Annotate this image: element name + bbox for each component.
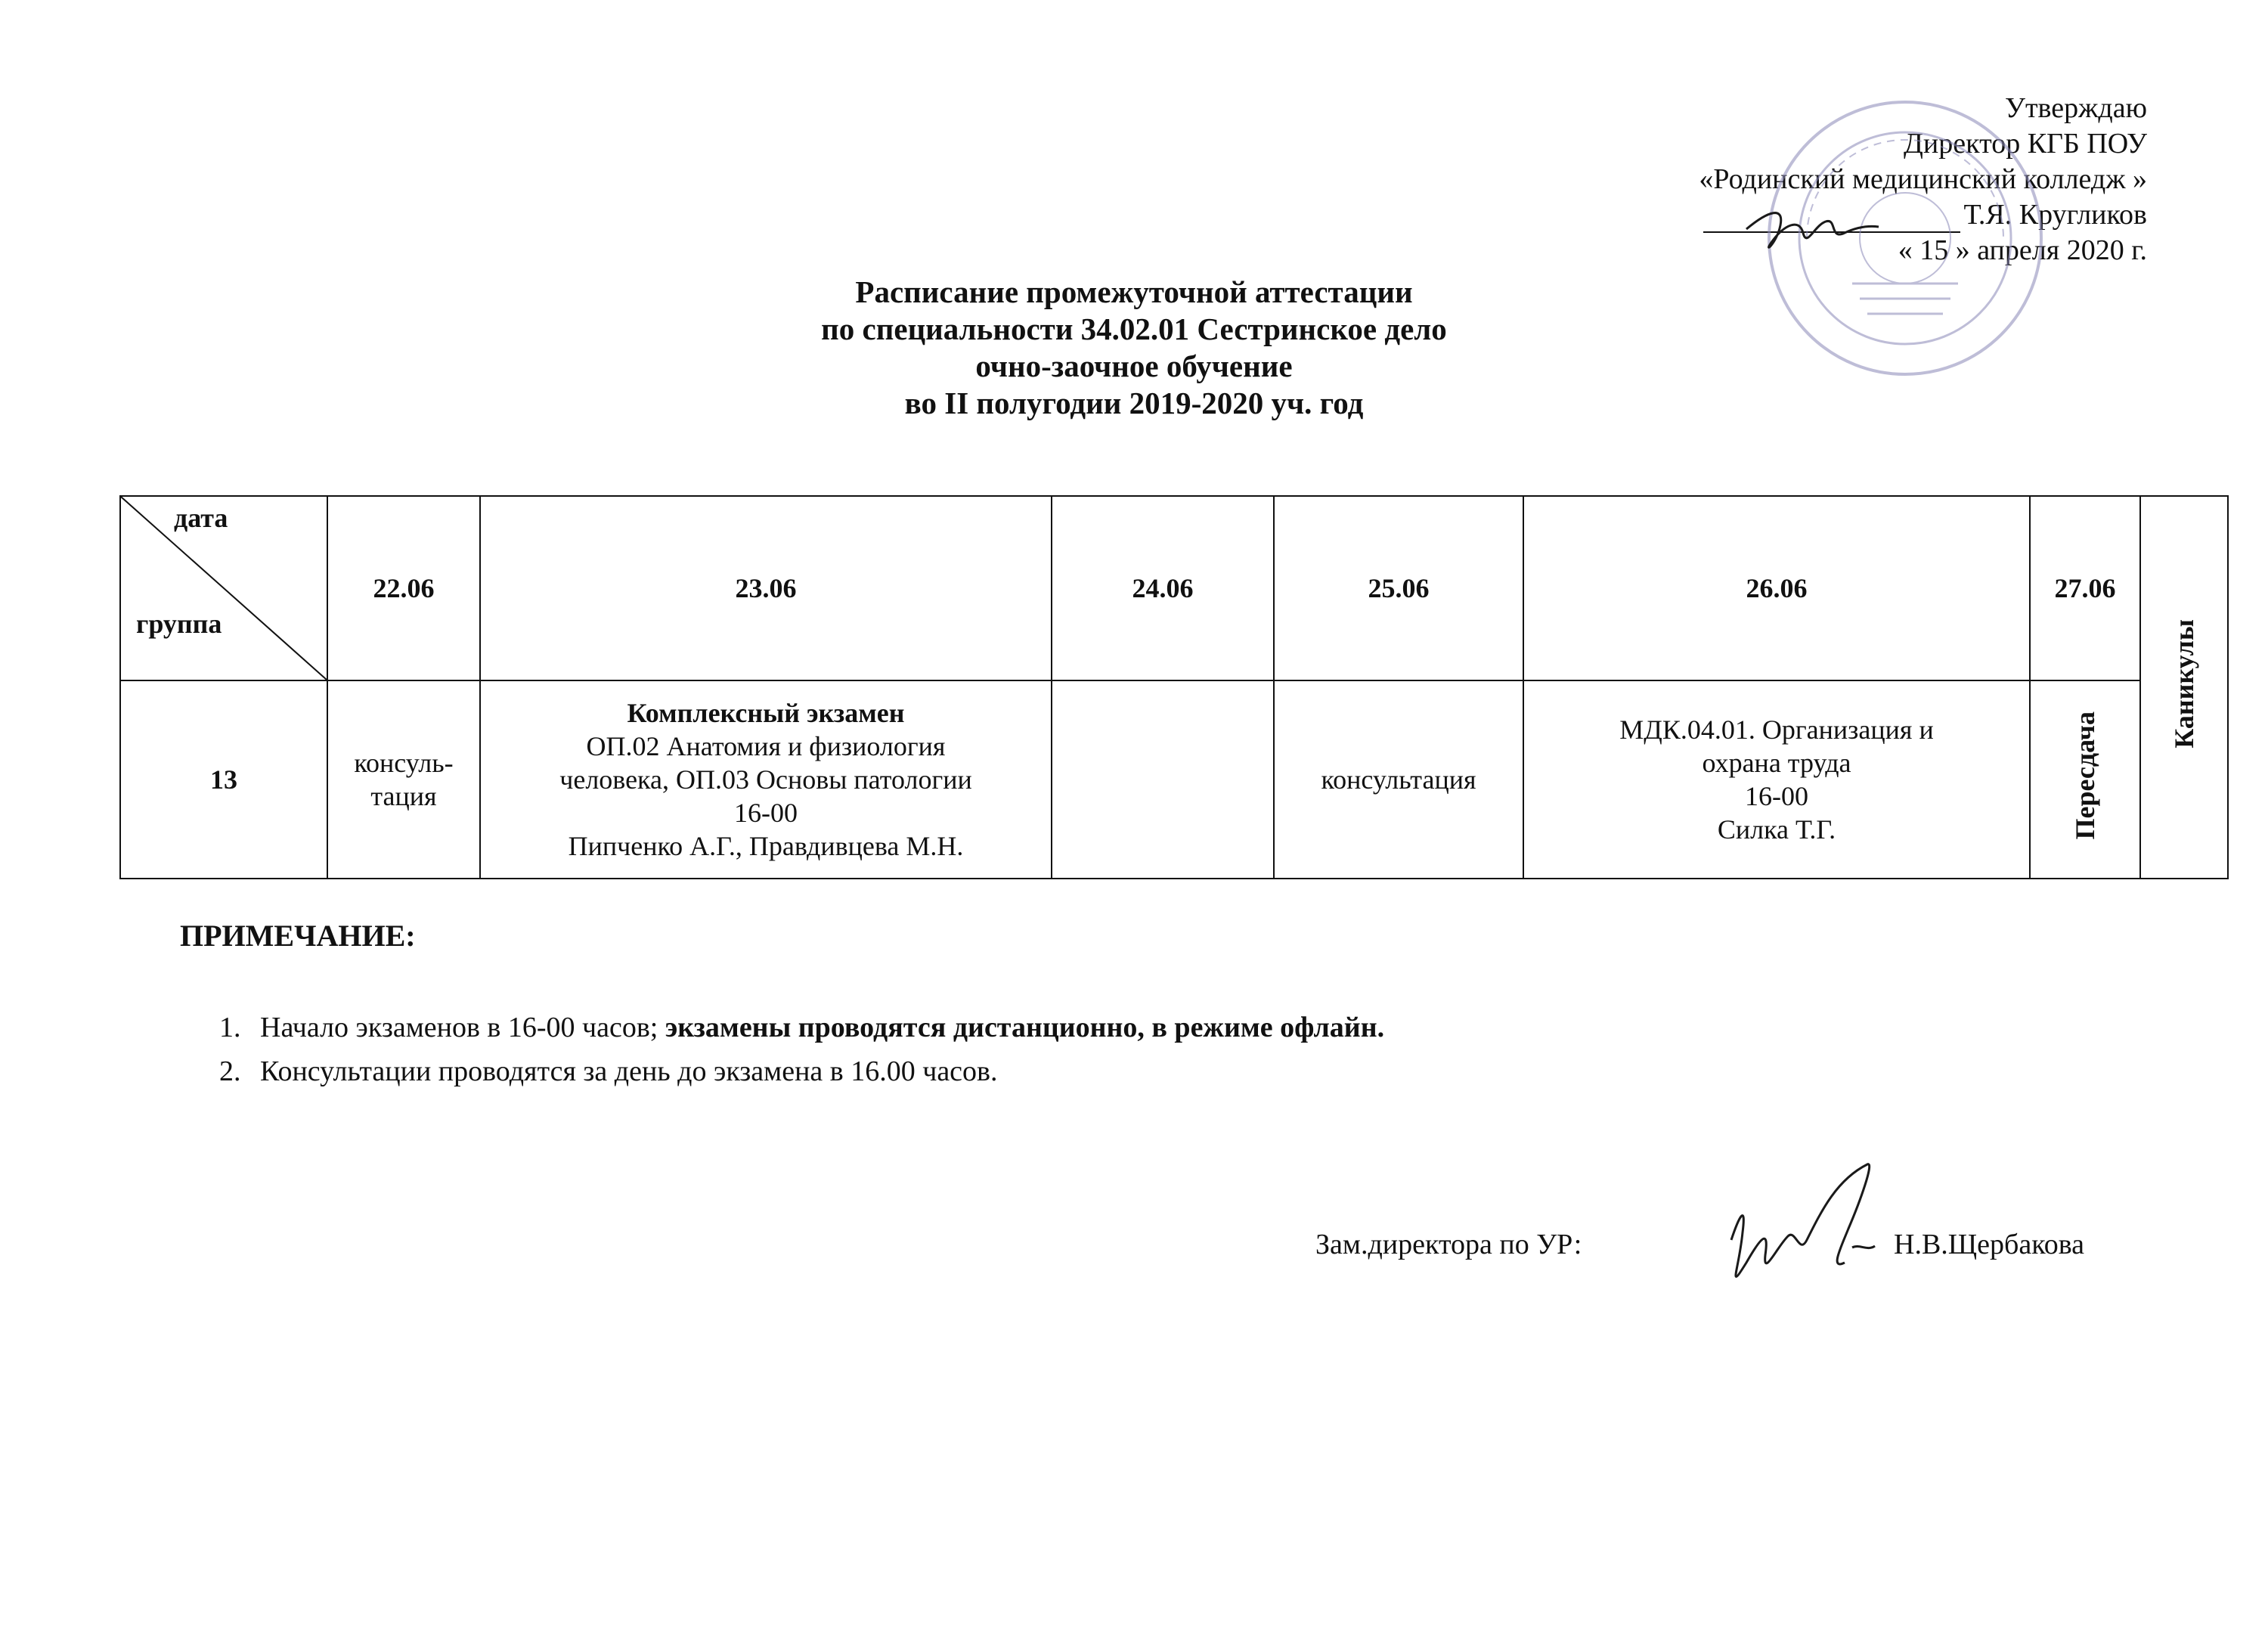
group-cell: 13 [120,680,327,879]
notes-list [219,1006,1384,1093]
notes-title: ПРИМЕЧАНИЕ: [180,919,416,953]
cell-25-06: консультация [1274,680,1523,879]
approval-line-2: Директор КГБ ПОУ [1904,128,2147,160]
director-signature-icon [1739,195,1882,263]
approval-date: « 15 » апреля 2020 г. [1898,234,2147,266]
retake-label: Пересдача [2070,711,2100,840]
page-title [0,274,2268,422]
consultation-part-2: тация [370,781,437,811]
exam-subject-line-2: человека, ОП.03 Основы патологии [559,764,972,795]
holidays-cell [2140,496,2228,879]
schedule-table [119,495,2229,879]
cell-23-06 [480,680,1052,879]
note-number-2: 2. [219,1055,241,1087]
consultation-part-1: консуль- [354,748,454,778]
cell-24-06 [1052,680,1274,879]
date-header-3: 24.06 [1052,496,1274,680]
director-name: Т.Я. Кругликов [1963,199,2147,231]
date-header-1: 22.06 [327,496,480,680]
mdk-subject-line-1: МДК.04.01. Организация и [1619,714,1934,745]
deputy-name: Н.В.Щербакова [1894,1229,2085,1260]
title-line-3: очно-заочное обучение [975,349,1293,383]
mdk-teacher: Силка Т.Г. [1717,814,1836,845]
note-2-text: Консультации проводятся за день до экзамена в 16.00 часов. [260,1055,998,1087]
date-header-6: 27.06 [2030,496,2140,680]
corner-header-cell [120,496,327,680]
header-row [120,496,2228,680]
mdk-subject-line-2: охрана труда [1702,748,1851,778]
title-line-2: по специальности 34.02.01 Сестринское дело [821,312,1447,346]
title-line-4: во II полугодии 2019-2020 уч. год [904,386,1364,420]
approval-line-3: «Родинский медицинский колледж » [1699,163,2147,195]
note-item-1 [219,1006,1384,1049]
note-item-2 [219,1049,1384,1093]
date-header-4: 25.06 [1274,496,1523,680]
holidays-label: Каникулы [2169,618,2199,749]
note-1-bold-text: экзамены проводятся дистанционно, в режиме офлайн. [665,1012,1385,1043]
note-1-text: Начало экзаменов в 16-00 часов; [260,1012,665,1043]
corner-date-label: дата [174,503,228,533]
cell-22-06 [327,680,480,879]
deputy-signature-icon [1716,1157,1913,1308]
date-header-2: 23.06 [480,496,1052,680]
corner-group-label: группа [136,609,222,639]
note-number-1: 1. [219,1012,241,1043]
cell-26-06 [1523,680,2030,879]
cell-27-06 [2030,680,2140,879]
exam-teachers: Пипченко А.Г., Правдивцева М.Н. [568,831,964,861]
exam-subject-line-1: ОП.02 Анатомия и физиология [586,731,946,761]
deputy-position: Зам.директора по УР: [1315,1229,1582,1260]
date-header-5: 26.06 [1523,496,2030,680]
approval-line-1: Утверждаю [2005,92,2147,124]
exam-time: 16-00 [734,798,798,828]
mdk-time: 16-00 [1745,781,1808,811]
table-row [120,680,2228,879]
complex-exam-title: Комплексный экзамен [627,698,905,728]
title-line-1: Расписание промежуточной аттестации [855,274,1413,309]
